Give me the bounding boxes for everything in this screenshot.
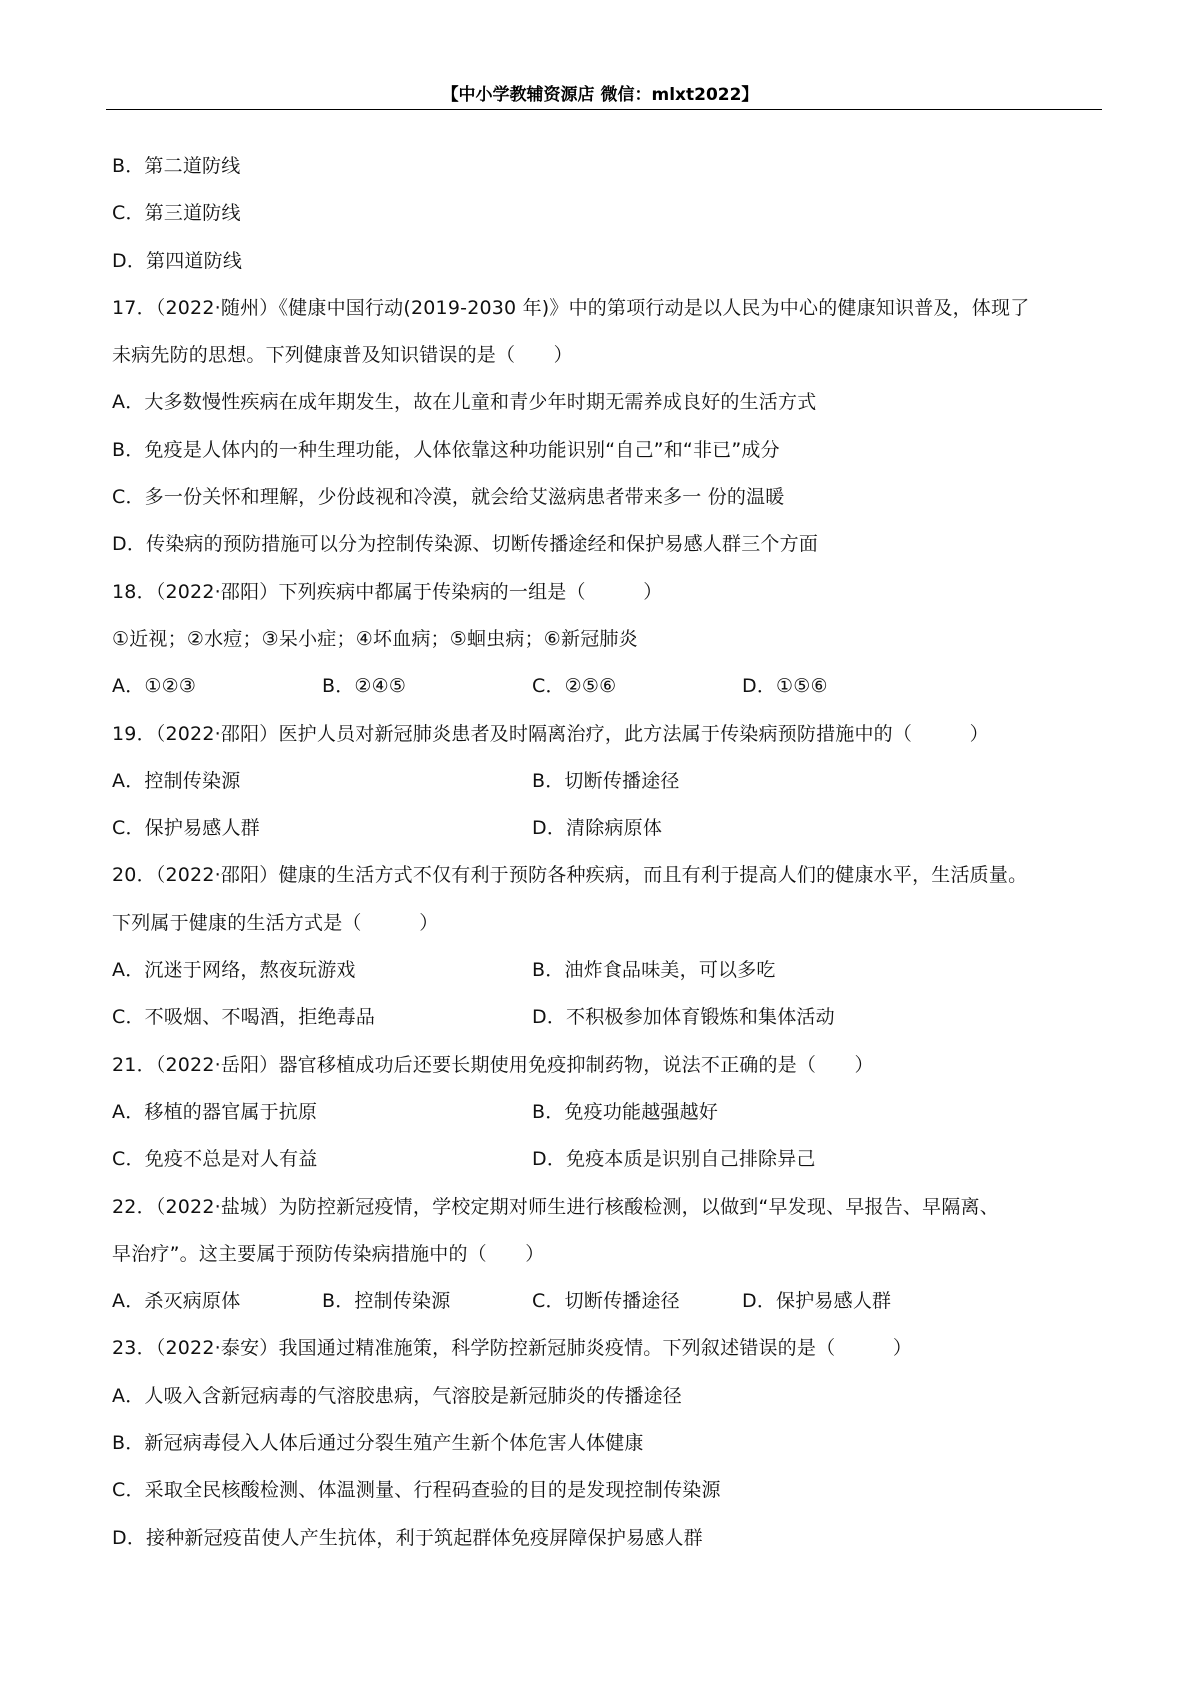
q23-stem: 23．（2022·泰安）我国通过精准施策，科学防控新冠肺炎疫情。下列叙述错误的是（ ） (112, 1337, 913, 1360)
q22-option-d: D．保护易感人群 (742, 1290, 892, 1313)
q20-stem-line1: 20．（2022·邵阳）健康的生活方式不仅有利于预防各种疾病，而且有利于提高人们的健康水平，生活质量。 (112, 864, 1028, 887)
q16-option-b: B．第二道防线 (112, 155, 241, 177)
q23-option-a: A．人吸入含新冠病毒的气溶胶患病，气溶胶是新冠肺炎的传播途径 (112, 1384, 682, 1407)
q17-stem-line2: 未病先防的思想。下列健康普及知识错误的是（ ） (112, 344, 573, 367)
q18-option-d: D．①⑤⑥ (742, 675, 828, 698)
q16-option-d: D．第四道防线 (112, 249, 243, 272)
header-rule (106, 109, 1102, 110)
q18-items: ①近视；②水痘；③呆小症；④坏血病；⑤蛔虫病；⑥新冠肺炎 (112, 627, 638, 650)
q19-option-d: D．清除病原体 (532, 817, 663, 840)
page-header: 【中小学教辅资源店 微信：mlxt2022】 (441, 85, 759, 105)
q23-option-c: C．采取全民核酸检测、体温测量、行程码查验的目的是发现控制传染源 (112, 1479, 721, 1502)
q22-stem-line1: 22．（2022·盐城）为防控新冠疫情，学校定期对师生进行核酸检测，以做到“早发现、早报告、早隔离、 (112, 1195, 999, 1218)
q18-option-b: B．②④⑤ (322, 675, 407, 698)
q22-options (112, 1281, 1102, 1328)
q20-options-row2 (112, 997, 1102, 1044)
q20-option-b: B．油炸食品味美，可以多吃 (532, 959, 776, 982)
q19-option-b: B．切断传播途径 (532, 769, 680, 792)
q19-options-row1 (112, 761, 1102, 808)
q17-option-a: A．大多数慢性疾病在成年期发生，故在儿童和青少年时期无需养成良好的生活方式 (112, 391, 817, 414)
q19-options-row2 (112, 808, 1102, 855)
q20-option-d: D．不积极参加体育锻炼和集体活动 (532, 1006, 835, 1029)
q18-option-c: C．②⑤⑥ (532, 675, 617, 698)
q18-options (112, 666, 1102, 713)
q16-option-c: C．第三道防线 (112, 202, 241, 225)
q20-option-c: C．不吸烟、不喝酒，拒绝毒品 (112, 1006, 376, 1029)
q22-stem-line2: 早治疗”。这主要属于预防传染病措施中的（ ） (112, 1242, 545, 1265)
q21-options-row1 (112, 1092, 1102, 1139)
q21-option-a: A．移植的器官属于抗原 (112, 1100, 318, 1123)
q20-options-row1 (112, 950, 1102, 997)
q17-option-b: B．免疫是人体内的一种生理功能，人体依靠这种功能识别“自己”和“非已”成分 (112, 438, 780, 461)
q17-option-c: C．多一份关怀和理解，少份歧视和冷漠，就会给艾滋病患者带来多一 份的温暖 (112, 486, 785, 509)
q17-option-d: D．传染病的预防措施可以分为控制传染源、切断传播途经和保护易感人群三个方面 (112, 533, 819, 556)
question-content (112, 146, 1102, 1565)
q23-option-d: D．接种新冠疫苗使人产生抗体，利于筑起群体免疫屏障保护易感人群 (112, 1526, 703, 1549)
q19-stem: 19．（2022·邵阳）医护人员对新冠肺炎患者及时隔离治疗，此方法属于传染病预防措施中的（ ） (112, 722, 989, 745)
q21-stem: 21．（2022·岳阳）器官移植成功后还要长期使用免疫抑制药物，说法不正确的是（ ） (112, 1053, 874, 1076)
q19-option-c: C．保护易感人群 (112, 817, 260, 840)
q20-stem-line2: 下列属于健康的生活方式是（ ） (112, 911, 439, 934)
q20-option-a: A．沉迷于网络，熬夜玩游戏 (112, 959, 356, 982)
q21-options-row2 (112, 1139, 1102, 1186)
q21-option-d: D．免疫本质是识别自己排除异己 (532, 1148, 816, 1171)
q21-option-b: B．免疫功能越强越好 (532, 1100, 719, 1123)
q21-option-c: C．免疫不总是对人有益 (112, 1148, 318, 1171)
q22-option-b: B．控制传染源 (322, 1290, 451, 1313)
q22-option-a: A．杀灭病原体 (112, 1290, 241, 1313)
q18-stem: 18．（2022·邵阳）下列疾病中都属于传染病的一组是（ ） (112, 580, 663, 603)
q18-option-a: A．①②③ (112, 675, 197, 698)
q23-option-b: B．新冠病毒侵入人体后通过分裂生殖产生新个体危害人体健康 (112, 1432, 644, 1455)
q22-option-c: C．切断传播途径 (532, 1290, 680, 1313)
q19-option-a: A．控制传染源 (112, 769, 241, 792)
q17-stem-line1: 17．（2022·随州）《健康中国行动(2019-2030 年)》中的第项行动是以人民为中心的健康知识普及，体现了 (112, 296, 1030, 319)
